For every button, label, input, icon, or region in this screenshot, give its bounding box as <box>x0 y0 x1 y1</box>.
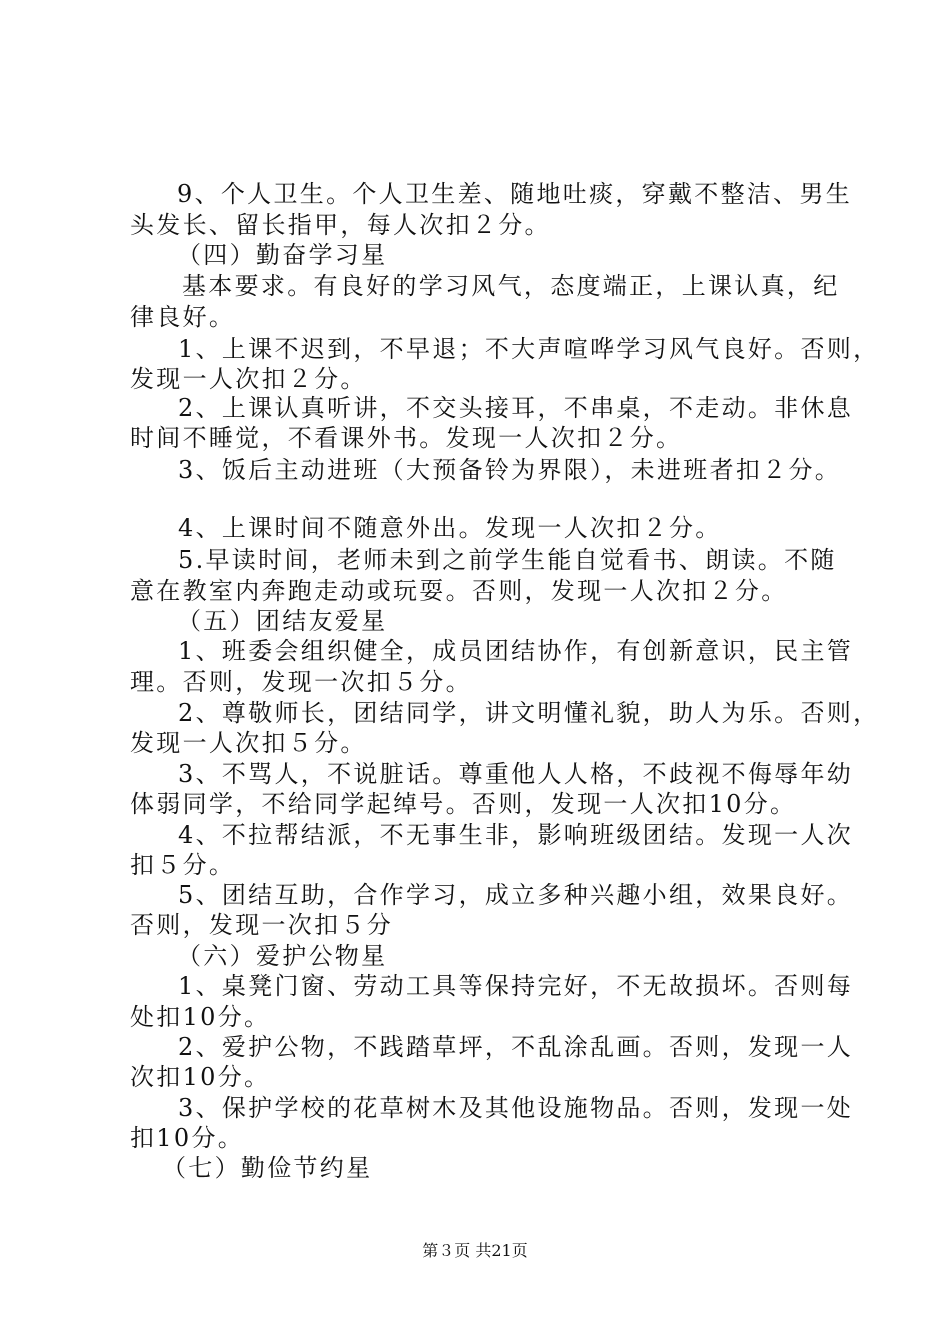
section-heading-7: （七）勤俭节约星 <box>162 1154 373 1182</box>
text-line-22: 扣５分。 <box>130 851 236 879</box>
text-line-31: 扣10分。 <box>130 1124 245 1152</box>
text-line-1: 9、个人卫生。个人卫生差、随地吐痰，穿戴不整洁、男生 <box>177 180 853 208</box>
text-line-19: 3、不骂人，不说脏话。尊重他人人格，不歧视不侮辱年幼 <box>178 760 854 788</box>
text-line-21: 4、不拉帮结派，不无事生非，影响班级团结。发现一人次 <box>178 821 854 849</box>
section-heading-6: （六）爱护公物星 <box>177 942 388 970</box>
text-line-29: 次扣10分。 <box>130 1063 271 1091</box>
text-line-16: 理。否则，发现一次扣５分。 <box>130 668 472 696</box>
page-number-footer: 第３页 共21页 <box>422 1241 528 1260</box>
text-line-28: 2、爱护公物，不践踏草坪，不乱涂乱画。否则，发现一人 <box>178 1033 854 1061</box>
text-line-10: 3、饭后主动进班（大预备铃为界限），未进班者扣２分。 <box>178 456 842 484</box>
text-line-30: 3、保护学校的花草树木及其他设施物品。否则，发现一处 <box>178 1094 854 1122</box>
text-line-18: 发现一人次扣５分。 <box>130 729 367 757</box>
text-line-6: 1、上课不迟到，不早退；不大声喧哗学习风气良好。否则， <box>178 335 880 363</box>
text-line-9: 时间不睡觉，不看课外书。发现一人次扣２分。 <box>130 424 683 452</box>
text-line-5: 律良好。 <box>130 303 236 331</box>
text-line-13: 意在教室内奔跑走动或玩耍。否则，发现一人次扣２分。 <box>130 577 788 605</box>
text-line-12: 5.早读时间，老师未到之前学生能自觉看书、朗读。不随 <box>178 546 837 574</box>
text-line-15: 1、班委会组织健全，成员团结协作，有创新意识，民主管 <box>178 637 854 665</box>
text-line-23: 5、团结互助，合作学习，成立多种兴趣小组，效果良好。 <box>178 881 854 909</box>
text-line-20: 体弱同学，不给同学起绰号。否则，发现一人次扣10分。 <box>130 790 797 818</box>
text-line-27: 处扣10分。 <box>130 1003 271 1031</box>
text-line-26: 1、桌凳门窗、劳动工具等保持完好，不无故损坏。否则每 <box>178 972 854 1000</box>
text-line-7: 发现一人次扣２分。 <box>130 365 367 393</box>
text-line-24: 否则，发现一次扣５分 <box>130 911 393 939</box>
section-heading-4: （四）勤奋学习星 <box>177 241 388 269</box>
text-line-11: 4、上课时间不随意外出。发现一人次扣２分。 <box>178 514 722 542</box>
text-line-2: 头发长、留长指甲，每人次扣２分。 <box>130 211 551 239</box>
section-heading-5: （五）团结友爱星 <box>177 607 388 635</box>
text-line-8: 2、上课认真听讲，不交头接耳，不串桌，不走动。非休息 <box>178 394 854 422</box>
text-line-17: 2、尊敬师长，团结同学，讲文明懂礼貌，助人为乐。否则， <box>178 699 880 727</box>
text-line-4: 基本要求。有良好的学习风气，态度端正，上课认真，纪 <box>182 272 840 300</box>
